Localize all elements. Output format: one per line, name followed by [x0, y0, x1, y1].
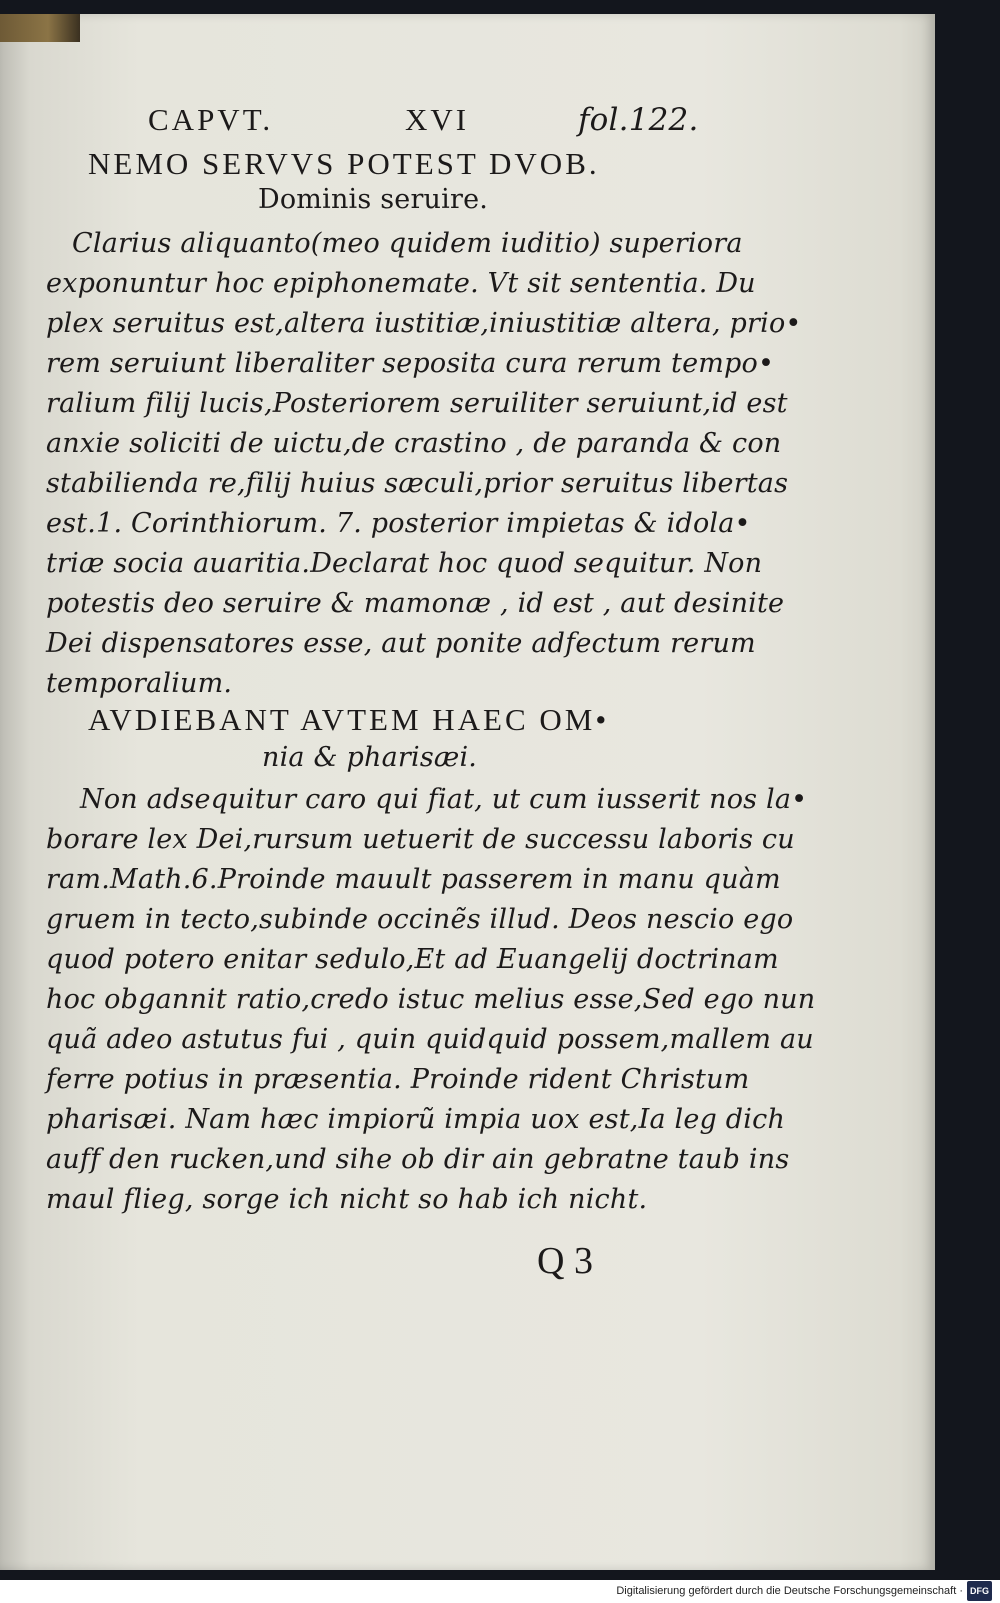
text-line: pharisæi. Nam hæc impiorũ impia uox est,Ia leg dich	[46, 1104, 786, 1135]
text-line: maul flieg, sorge ich nicht so hab ich nicht.	[46, 1184, 648, 1215]
text-line: plex seruitus est,altera iustitiæ,iniustitiæ altera, prio•	[46, 308, 802, 339]
text-line: gruem in tecto,subinde occinẽs illud. Deos nescio ego	[46, 904, 794, 935]
text-line: stabilienda re,filij huius sæculi,prior seruitus libertas	[46, 468, 789, 499]
text-line: Non adsequitur caro qui fiat, ut cum iusserit nos la•	[80, 784, 808, 815]
section2-subheading: nia & pharisæi.	[262, 742, 478, 773]
text-line: borare lex Dei,rursum uetuerit de successu laboris cu	[46, 824, 795, 855]
text-line: quod potero enitar sedulo,Et ad Euangelij doctrinam	[46, 944, 779, 975]
text-line: rem seruiunt liberaliter seposita cura rerum tempo•	[46, 348, 775, 379]
text-line: potestis deo seruire & mamonæ , id est , aut desinite	[46, 588, 785, 619]
section1-subheading: Dominis seruire.	[258, 184, 489, 215]
book-page	[0, 14, 935, 1570]
section1-heading: NEMO SERVVS POTEST DVOB.	[88, 146, 600, 181]
text-line: triæ socia auaritia.Declarat hoc quod sequitur. Non	[46, 548, 763, 579]
folio-number: fol.122.	[578, 102, 699, 138]
text-line: auff den rucken,und sihe ob dir ain gebratne taub ins	[46, 1144, 790, 1175]
digitization-credit	[616, 1582, 992, 1600]
paragraph-2	[46, 780, 916, 1220]
text-line: ram.Math.6.Proinde mauult passerem in manu quàm	[46, 864, 781, 895]
section2-heading: AVDIEBANT AVTEM HAEC OM•	[88, 702, 610, 737]
text-line: ferre potius in præsentia. Proinde rident Christum	[46, 1064, 750, 1095]
text-line: temporalium.	[46, 668, 233, 699]
text-line: ralium filij lucis,Posteriorem seruiliter seruiunt,id est	[46, 388, 788, 419]
signature-mark: Q 3	[537, 1240, 593, 1282]
text-line: Dei dispensatores esse, aut ponite adfectum rerum	[46, 628, 756, 659]
running-head-chapter: XVI	[405, 102, 470, 137]
text-line: exponuntur hoc epiphonemate. Vt sit sententia. Du	[46, 268, 756, 299]
dfg-logo: DFG	[967, 1581, 992, 1601]
paragraph-1	[46, 224, 916, 704]
text-line: hoc obgannit ratio,credo istuc melius esse,Sed ego nun	[46, 984, 816, 1015]
text-line: anxie soliciti de uictu,de crastino , de paranda & con	[46, 428, 782, 459]
text-line: est.1. Corinthiorum. 7. posterior impietas & idola•	[46, 508, 751, 539]
text-line: Clarius aliquanto(meo quidem iuditio) superiora	[72, 228, 743, 259]
running-head-left: CAPVT.	[148, 102, 274, 137]
credit-text: Digitalisierung gefördert durch die Deutsche Forschungsgemeinschaft ·	[616, 1585, 963, 1597]
text-line: quã adeo astutus fui , quin quidquid possem,mallem au	[46, 1024, 814, 1055]
binding-strip	[0, 14, 80, 42]
